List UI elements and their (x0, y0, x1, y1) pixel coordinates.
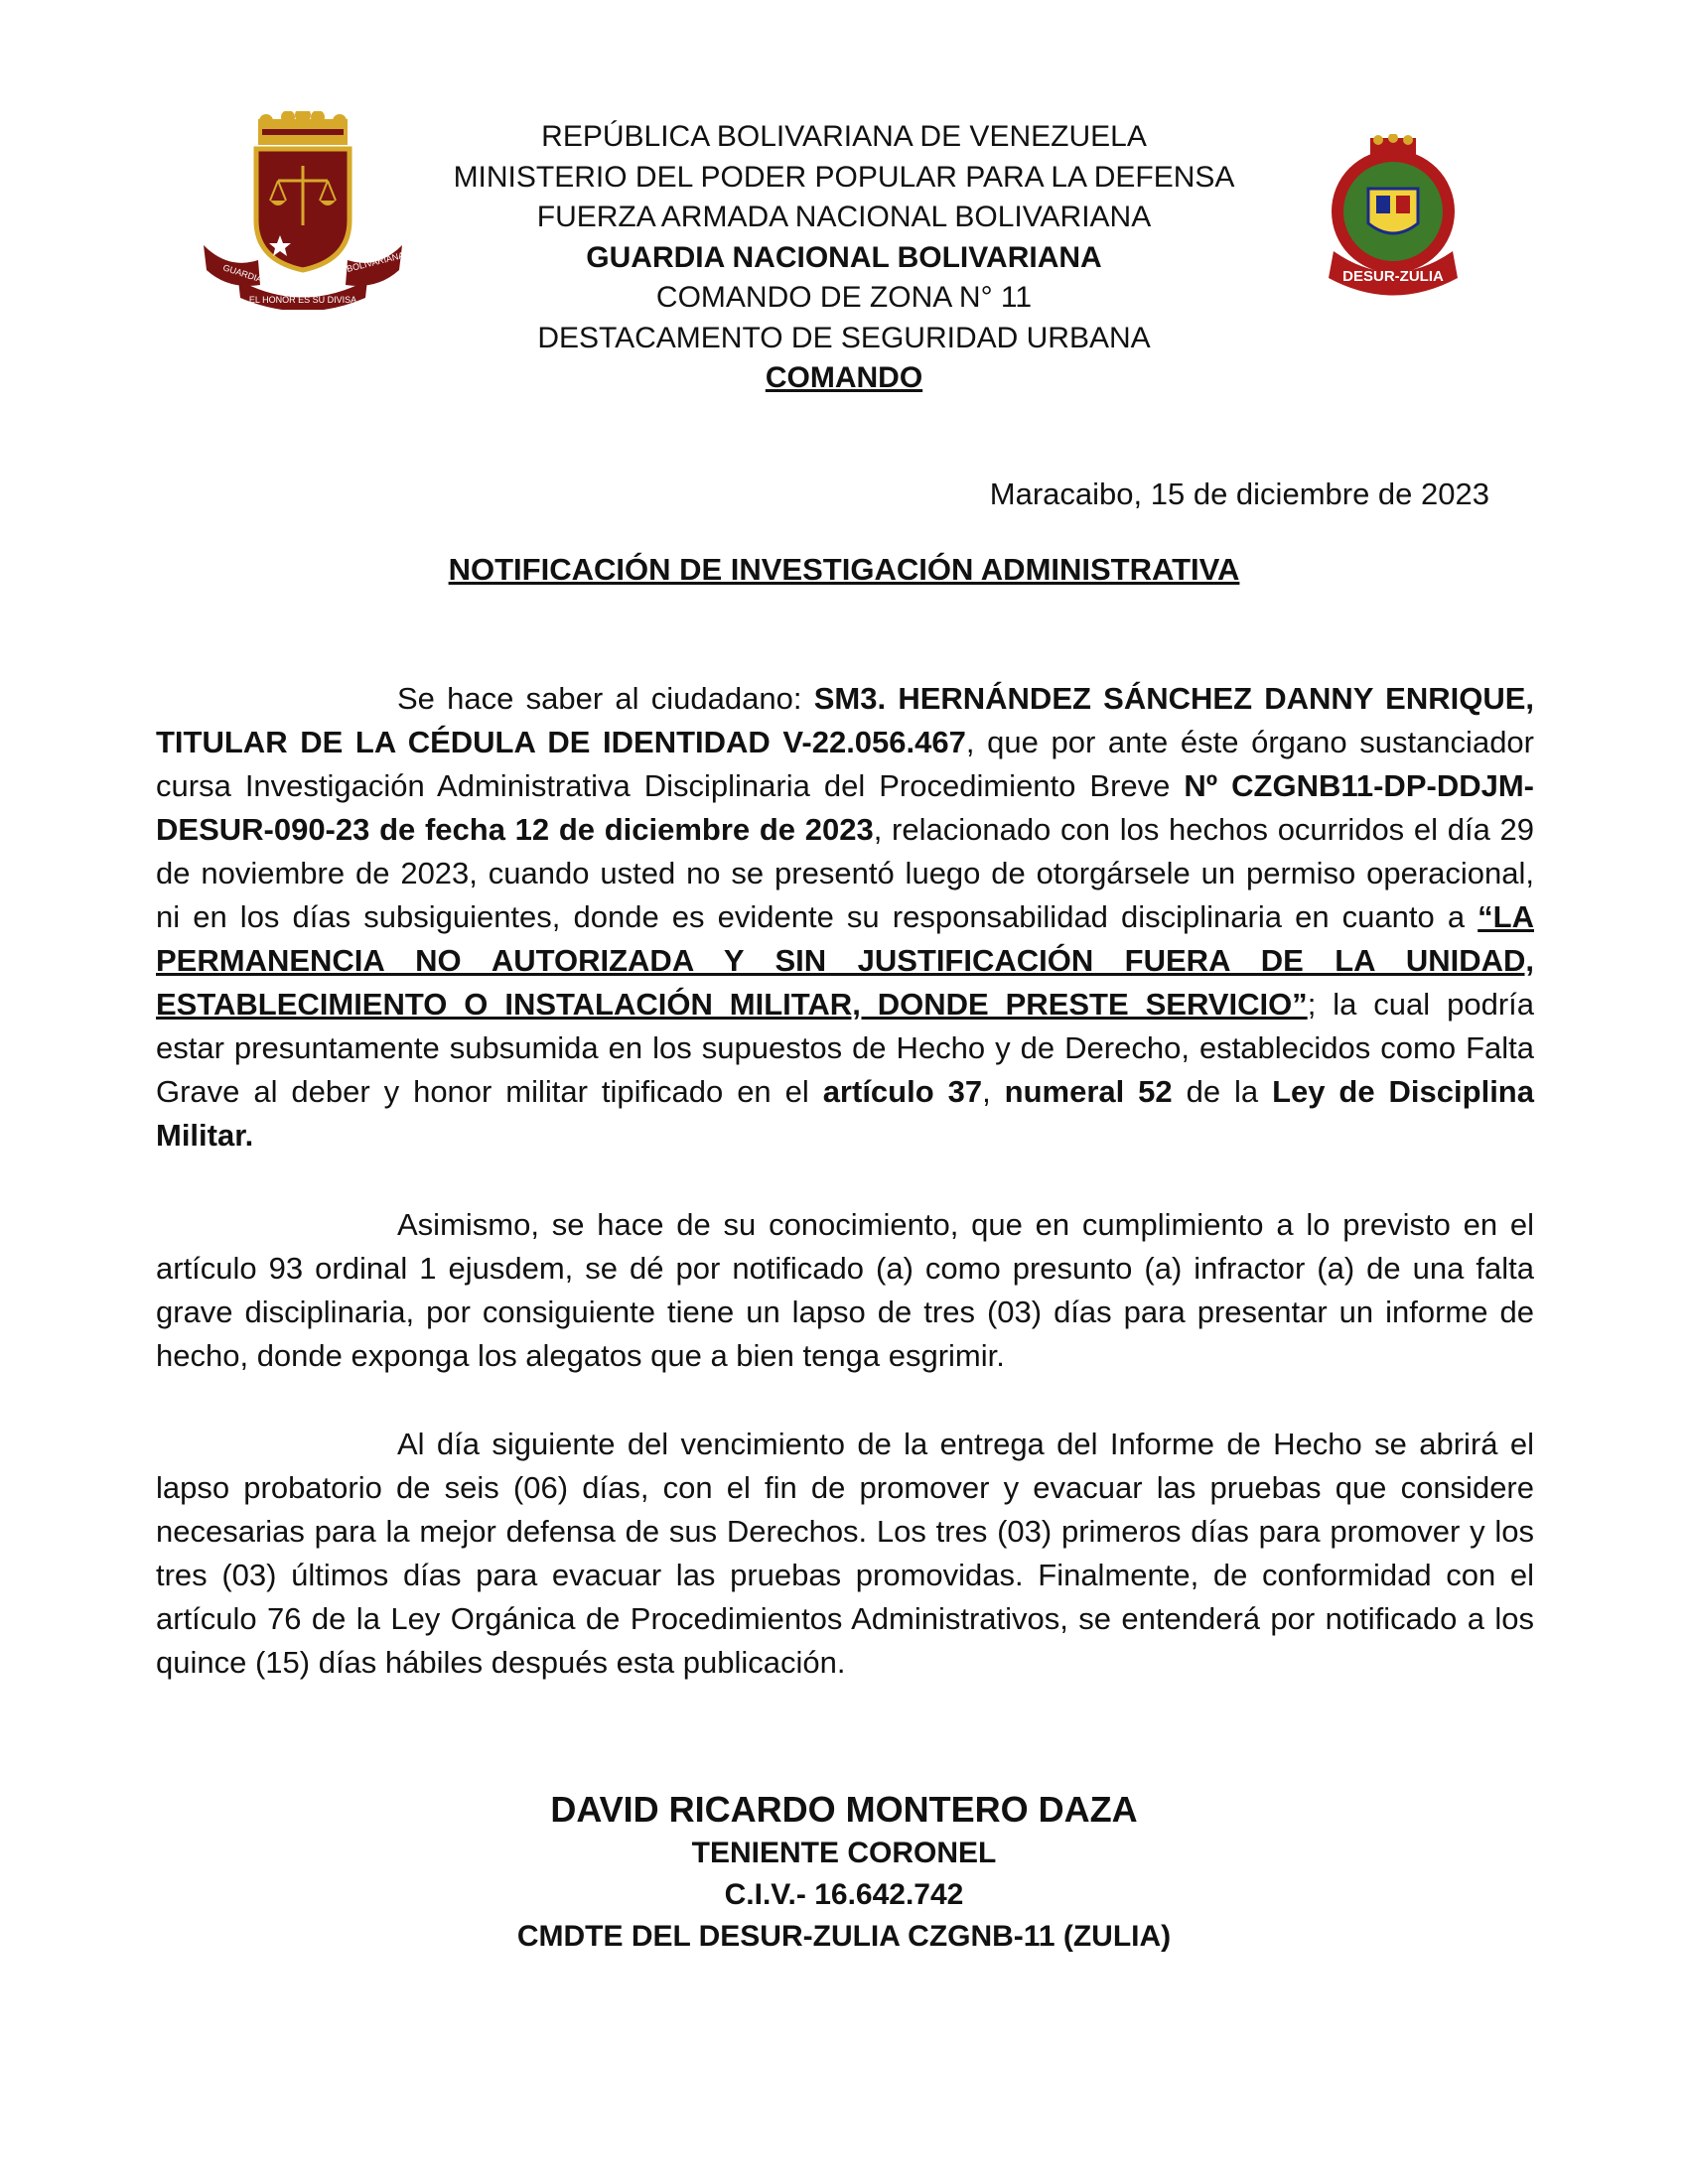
p3-text: Al día siguiente del vencimiento de la entrega del Informe de Hecho se abrirá el lapso probatorio de seis (06) días, con el fin de promover y evacuar las pruebas que considere necesarias para la mejor defensa de sus Derechos. Los tres (03) primeros días para promover y los tres (03) últimos días para evacuar las pruebas promovidas. Finalmente, de conformidad con el artículo 76 de la Ley Orgánica de Procedimientos Administrativos, se entenderá por notificado a los quince (15) días hábiles después esta publicación. (156, 1427, 1534, 1680)
crest-ribbon-right-text: BOLIVARIANA (346, 249, 406, 274)
header-line-fuerza-armada: FUERZA ARMADA NACIONAL BOLIVARIANA (536, 201, 1152, 233)
letterhead (397, 117, 1291, 399)
p1-numeral: numeral 52 (1004, 1074, 1173, 1109)
signatory-rank: TENIENTE CORONEL (691, 1837, 997, 1869)
guardia-nacional-crest-logo (199, 111, 407, 310)
header-line-ministerio: MINISTERIO DEL PODER POPULAR PARA LA DEFENSA (453, 160, 1235, 194)
paragraph-evidence-period (156, 1423, 1534, 1685)
desur-zulia-badge-logo (1319, 134, 1468, 303)
header-line-republica: REPÚBLICA BOLIVARIANA DE VENEZUELA (541, 120, 1147, 153)
document-title: NOTIFICACIÓN DE INVESTIGACIÓN ADMINISTRATIVA (448, 552, 1240, 587)
p1-law: Ley de Disciplina Militar. (156, 1074, 1534, 1153)
crest-motto-text: EL HONOR ES SU DIVISA (248, 295, 357, 305)
header-line-comando-zona: COMANDO DE ZONA N° 11 (655, 281, 1033, 314)
p1-text-5: de la (1172, 1074, 1273, 1109)
header-line-guardia-nacional: GUARDIA NACIONAL BOLIVARIANA (586, 240, 1102, 274)
p1-text-1: , que por ante éste órgano sustanciador cursa Investigación Administrativa Disciplinaria del Procedimiento Breve (156, 725, 1534, 803)
p1-case-number: Nº CZGNB11-DP-DDJM-DESUR-090-23 de fecha 12 de diciembre de 2023 (156, 768, 1534, 847)
p1-text-3: ; la cual podría estar presuntamente subsumida en los supuestos de Hecho y de Derecho, establecidos como Falta Grave al deber y honor militar tipificado en el (156, 987, 1534, 1109)
header-line-comando: COMANDO (765, 361, 923, 394)
header-line-destacamento: DESTACAMENTO DE SEGURIDAD URBANA (537, 321, 1151, 354)
p1-intro: Se hace saber al ciudadano: (397, 681, 814, 716)
p1-offense: “LA PERMANENCIA NO AUTORIZADA Y SIN JUSTIFICACIÓN FUERA DE LA UNIDAD, ESTABLECIMIENTO O INSTALACIÓN MILITAR, DONDE PRESTE SERVICIO” (156, 899, 1534, 1022)
p2-text: Asimismo, se hace de su conocimiento, que en cumplimiento a lo previsto en el artículo 93 ordinal 1 ejusdem, se dé por notificado (a) como presunto (a) infractor (a) de una falta grave disciplinaria, por consiguiente tiene un lapso de tres (03) días para presentar un informe de hecho, donde exponga los alegatos que a bien tenga esgrimir. (156, 1207, 1534, 1373)
p1-text-4: , (982, 1074, 1005, 1109)
p1-person: SM3. HERNÁNDEZ SÁNCHEZ DANNY ENRIQUE, TITULAR DE LA CÉDULA DE IDENTIDAD V-22.056.467 (156, 681, 1535, 759)
p1-article: artículo 37 (822, 1074, 983, 1109)
document-date: Maracaibo, 15 de diciembre de 2023 (989, 477, 1489, 511)
paragraph-notice-deadline (156, 1203, 1534, 1378)
paragraph-notification (156, 677, 1534, 1158)
signatory-post: CMDTE DEL DESUR-ZULIA CZGNB-11 (ZULIA) (516, 1920, 1172, 1953)
signatory-id: C.I.V.- 16.642.742 (724, 1878, 964, 1911)
badge-banner-text: DESUR-ZULIA (1342, 268, 1444, 285)
signatory-name: DAVID RICARDO MONTERO DAZA (550, 1789, 1138, 1830)
p1-text-2: , relacionado con los hechos ocurridos el día 29 de noviembre de 2023, cuando usted no se presentó luego de otorgársele un permiso operacional, ni en los días subsiguientes, donde es evidente su responsabilidad disciplinaria en cuanto a (156, 812, 1534, 934)
crest-ribbon-left-text: GUARDIA NACIONAL (221, 262, 310, 300)
